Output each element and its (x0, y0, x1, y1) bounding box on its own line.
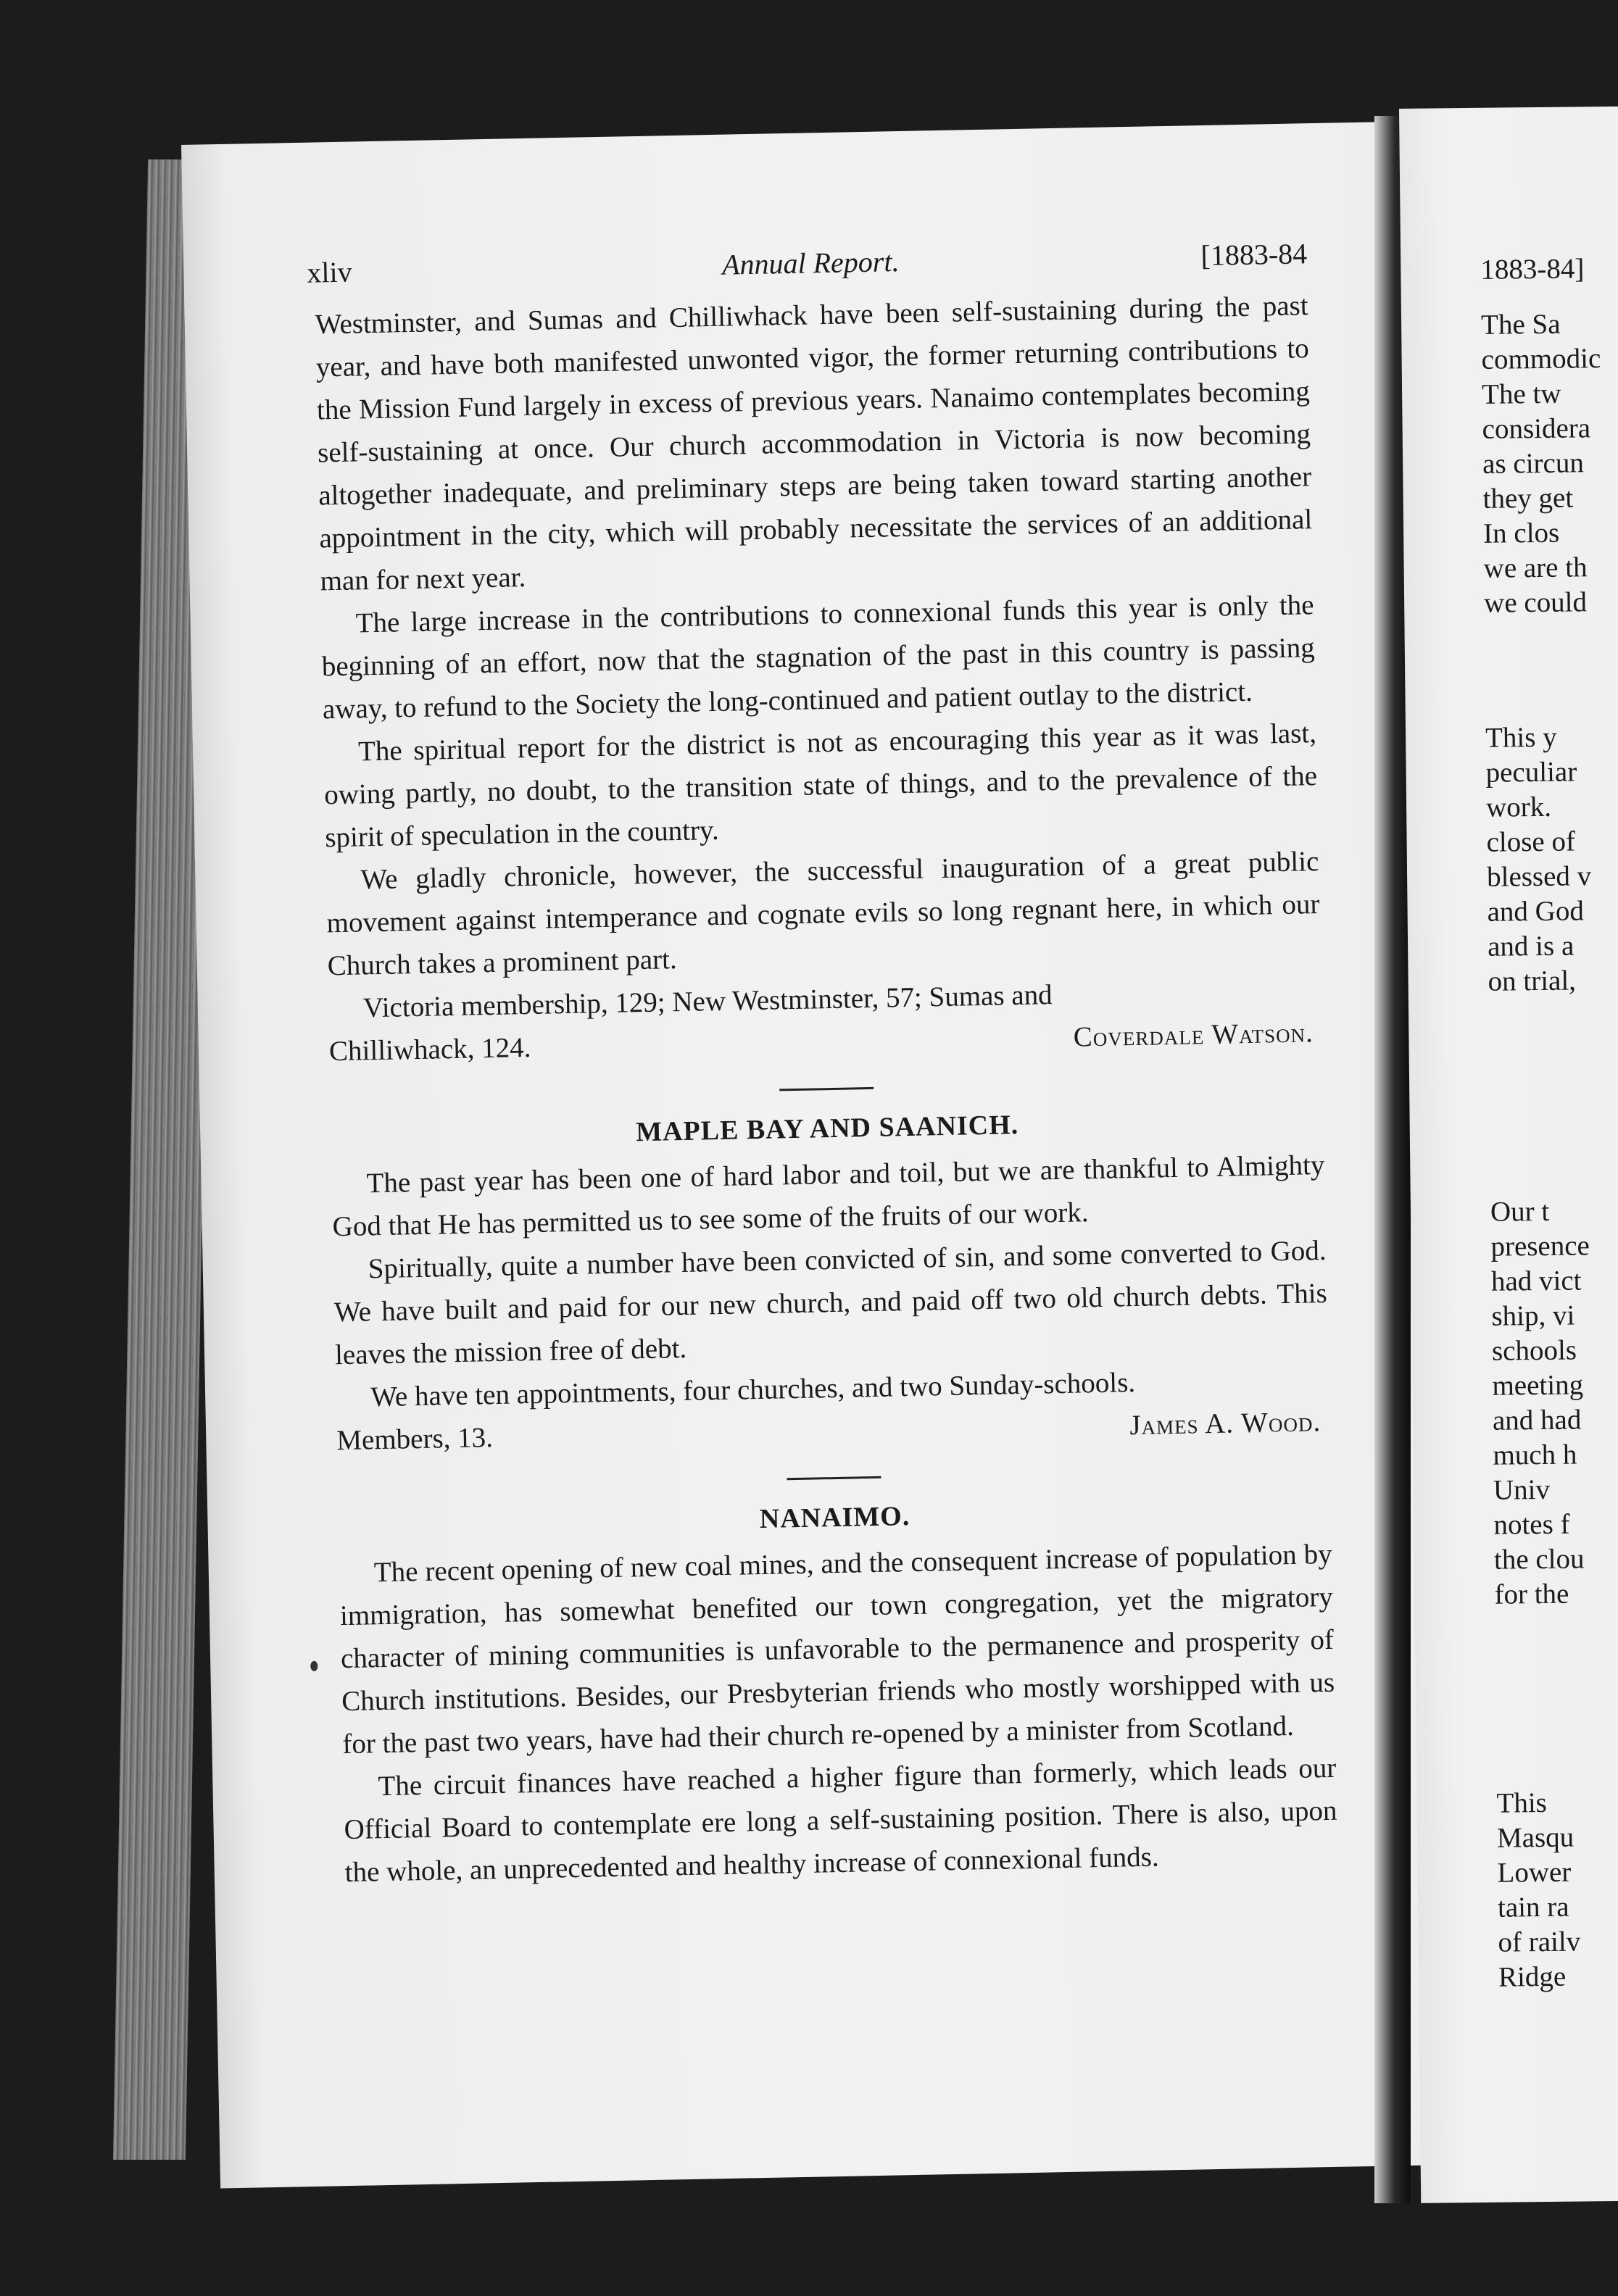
signature: James A. Wood. (1129, 1406, 1322, 1442)
text-line: the clou (1493, 1543, 1585, 1576)
text-line: and had (1492, 1404, 1582, 1436)
paragraph: Spiritually, quite a number have been convicted of sin, and some converted to God. We have built and paid for our new church, and paid off two old church debts. This leaves the mission free of debt. (333, 1234, 1328, 1371)
paragraph: We gladly chronicle, however, the successful inauguration of a great public movement against intemperance and cognate evils so long regnant here, in which our Church takes a prominent part. (326, 846, 1320, 982)
text-line: schools (1491, 1334, 1577, 1367)
paragraph: The large increase in the contributions to connexional funds this year is only the beginning of an effort, now that the stagnation of the past in this country is passing away, to refund to the Society the long-continued and patient outlay to the district. (321, 589, 1316, 725)
text-line: considera (1482, 412, 1591, 445)
text-line: we are th (1483, 552, 1588, 584)
text-line: peculiar (1485, 756, 1577, 789)
right-page-content (1480, 251, 1618, 1995)
paragraph: The spiritual report for the district is not as encouraging this year as it was last, owing partly, no doubt, to the transition state of things, and to the prevalence of the spirit of speculation in the country. (323, 718, 1318, 854)
text-line: work. (1485, 791, 1552, 823)
text-line: This (1496, 1787, 1548, 1819)
running-year: 1883-84] (1480, 253, 1585, 286)
text-line: close of (1486, 825, 1576, 858)
section-heading: NANAIMO. (759, 1501, 910, 1535)
paragraph: We have ten appointments, four churches, and two Sunday-schools. (370, 1367, 1136, 1413)
left-page (181, 121, 1482, 2189)
text-line: Ridge (1498, 1960, 1567, 1993)
text-line: In clos (1482, 517, 1560, 549)
text-line: Lower (1497, 1856, 1572, 1889)
running-year: [1883-84 (1200, 237, 1308, 273)
text-line: tain ra (1497, 1891, 1569, 1923)
text-line: The Sa (1480, 308, 1561, 341)
margin-mark-icon (310, 1661, 318, 1671)
text-line: of railv (1498, 1926, 1581, 1958)
section-divider (779, 1087, 874, 1091)
text-line: we could (1483, 586, 1588, 619)
text-line: for the (1494, 1578, 1569, 1610)
text-line: blessed v (1486, 860, 1592, 893)
paragraph: Victoria membership, 129; New Westminster, 57; Sumas and (362, 979, 1053, 1024)
signature: Coverdale Watson. (1073, 1017, 1314, 1053)
paragraph: The circuit finances have reached a higher figure than formerly, which leads our Official Board to contemplate ere long a self-sustaining position. There is also, upon the whole, an unprecedented and healthy increase of connexional funds. (344, 1752, 1337, 1889)
section-divider (787, 1476, 881, 1480)
text-line: The tw (1481, 378, 1561, 410)
text-line: had vict (1490, 1265, 1582, 1297)
paragraph: The past year has been one of hard labor and toil, but we are thankful to Almighty God that He has permitted us to see some of the fruits of our work. (332, 1149, 1325, 1243)
running-header (306, 232, 1308, 294)
running-title: Annual Report. (721, 245, 900, 281)
paragraph (339, 1533, 1335, 1765)
section-heading: MAPLE BAY AND SAANICH. (635, 1110, 1019, 1148)
text-line: notes f (1493, 1508, 1570, 1541)
text-line: Masqu (1496, 1821, 1575, 1854)
text-line: as circun (1482, 447, 1585, 480)
text-line: This y (1485, 721, 1557, 754)
text-line: and is a (1487, 930, 1575, 962)
left-page-content (306, 232, 1338, 1894)
membership-tail: Chilliwhack, 124. (328, 1031, 531, 1068)
text-line: Our t (1490, 1195, 1550, 1228)
page-number: xliv (306, 255, 353, 289)
text-line: meeting (1492, 1369, 1584, 1402)
text-line: Univ (1493, 1473, 1551, 1506)
text-line: they get (1482, 482, 1574, 515)
members-count: Members, 13. (336, 1422, 494, 1457)
right-page (1399, 107, 1618, 2203)
text-line: presence (1490, 1230, 1590, 1263)
text-line: and God (1487, 895, 1585, 928)
text-line: commodic (1481, 343, 1601, 375)
paragraph: Westminster, and Sumas and Chilliwhack have been self-sustaining during the past year, and have both manifested unwonted vigor, the former returning contributions to the Mission Fund largely in excess of previous years. Nanaimo contemplates becoming self-sustaining at once. Our church accommodation in Victoria is now becoming altogether inadequate, and preliminary steps are being taken toward starting another appointment in the city, which will probably necessitate the services of an additional man for next year. (315, 290, 1313, 597)
text-line: on trial, (1488, 965, 1577, 997)
text-line: much h (1493, 1439, 1577, 1471)
text-line: ship, vi (1491, 1299, 1575, 1332)
paragraph-text: The recent opening of new coal mines, and the consequent increase of population by immigration, has somewhat benefited our town congregation, yet the migratory character of mining communities is unfavorable to the permanence and prosperity of Church institutions. Besides, our Presbyterian friends who mostly worshipped with us for the past two years, have had their church re-opened by a minister from Scotland. (339, 1538, 1335, 1760)
